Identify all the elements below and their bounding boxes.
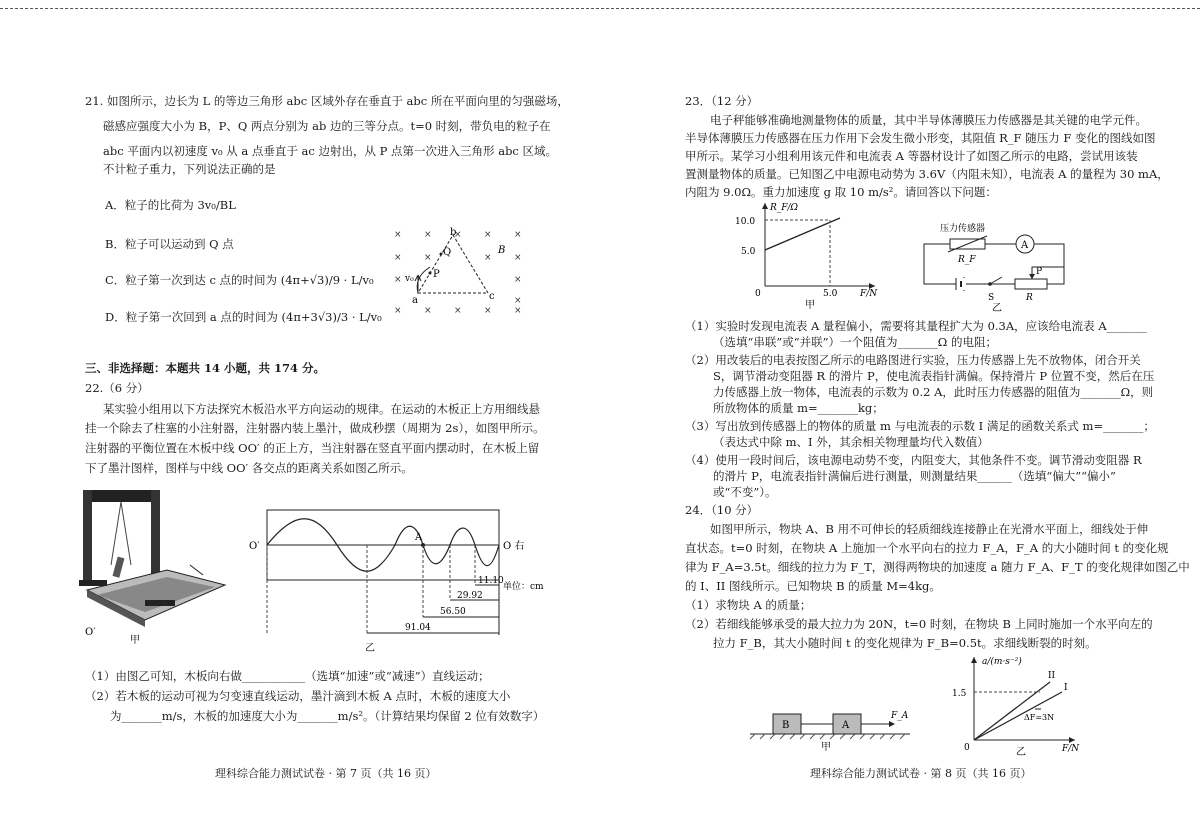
figure-caption-yi: 乙 xyxy=(365,643,375,654)
q24-blocks-figure xyxy=(745,698,915,753)
svg-text:×: × xyxy=(484,306,492,316)
a-axis-label: a/(m·s⁻²) xyxy=(982,657,1022,667)
q23-sub-4c: 或“不变”）。 xyxy=(713,485,777,499)
label-pressure-sensor: 压力传感器 xyxy=(940,224,986,234)
q24-line-3: 律为 F_A=3.5t。细线的拉力为 F_T，测得两物块的加速度 a 随力 F_A、F_T 的变化规律如图乙中 xyxy=(685,560,1190,574)
left-page xyxy=(85,0,569,831)
q23-sub-1a: （1）实验时发现电流表 A 量程偏小，需要将其量程扩大为 0.3A，应该给电流表 A_______ xyxy=(685,319,1147,333)
q24-acceleration-graph xyxy=(950,652,1090,757)
svg-text:×: × xyxy=(514,230,522,240)
label-ammeter-A: A xyxy=(1021,240,1029,251)
line-I-label: I xyxy=(1064,683,1068,693)
q22-line-1: 某实验小组用以下方法探究木板沿水平方向运动的规律。在运动的木板正上方用细线悬 xyxy=(103,402,540,416)
right-page-footer: 理科综合能力测试试卷 · 第 8 页（共 16 页） xyxy=(810,767,1032,780)
origin-label: 0 xyxy=(755,289,761,299)
q24-line-1: 如图甲所示，物块 A、B 用不可伸长的轻质细线连接静止在光滑水平面上，细线处于伸 xyxy=(710,522,1149,536)
section-3-heading: 三、非选择题：本题共 14 小题，共 174 分。 xyxy=(85,361,326,375)
q21-option-b: B．粒子可以运动到 Q 点 xyxy=(105,237,234,251)
q22-heading: 22.（6 分） xyxy=(85,381,149,395)
distance-2: 29.92 xyxy=(457,591,483,601)
block-B-label: B xyxy=(782,720,790,731)
x-axis-label: F/N xyxy=(860,289,878,299)
label-slider-P: P xyxy=(1036,267,1043,277)
q24-heading: 24．（10 分） xyxy=(685,503,759,517)
q23-sub-2d: 所放物体的质量 m=_______kg； xyxy=(713,401,884,415)
q23-rf-graph xyxy=(725,198,895,313)
y-tick-10: 10.0 xyxy=(735,217,756,227)
distance-1: 11.10 xyxy=(478,576,504,586)
svg-text:×: × xyxy=(424,253,432,263)
svg-text:×: × xyxy=(514,275,522,285)
figure-caption-jia: 甲 xyxy=(130,635,140,645)
label-P: P xyxy=(433,269,440,280)
label-a: a xyxy=(412,295,418,306)
q24-line-4: 的 I、II 图线所示。已知物块 B 的质量 M=4kg。 xyxy=(685,579,941,593)
svg-text:×: × xyxy=(394,253,402,263)
q23-sub-3b: （表达式中除 m、I 外，其余相关物理量均代入数值） xyxy=(713,435,989,449)
q23-sub-1b: （选填“串联”或“并联”）一个阻值为_______Ω 的电阻； xyxy=(713,335,997,349)
svg-text:×: × xyxy=(514,306,522,316)
svg-text:×: × xyxy=(514,253,522,263)
accel-caption-yi: 乙 xyxy=(1016,747,1026,757)
q23-heading: 23．（12 分） xyxy=(685,94,759,108)
svg-text:×: × xyxy=(454,306,462,316)
q23-sub-2c: 力传感器上放一物体，电流表的示数为 0.2 A，此时压力传感器的阻值为_______Ω，则 xyxy=(713,385,1154,399)
q23-line-5: 内阻为 9.0Ω。重力加速度 g 取 10 m/s²。请回答以下问题： xyxy=(685,185,997,199)
y-axis-label: R_F/Ω xyxy=(770,203,799,213)
q23-circuit-figure xyxy=(920,222,1080,312)
q21-option-c: C．粒子第一次到达 c 点的时间为 (4π+√3)/9 · L/v₀ xyxy=(105,273,374,287)
q23-sub-3a: （3）写出放到传感器上的物体的质量 m 与电流表的示数 I 满足的函数关系式 m=_______； xyxy=(685,419,1155,433)
svg-text:×: × xyxy=(484,253,492,263)
svg-text:×: × xyxy=(514,296,522,306)
label-O-prime: O′ xyxy=(85,627,96,638)
q21-line-3: abc 平面内以初速度 v₀ 从 a 点垂直于 ac 边射出，从 P 点第一次进入三角形 abc 区域。 xyxy=(103,144,558,158)
svg-text:×: × xyxy=(454,230,462,240)
svg-text:×: × xyxy=(424,306,432,316)
y-tick-5: 5.0 xyxy=(741,247,756,257)
unit-label: 单位：cm xyxy=(503,582,544,592)
right-page xyxy=(685,0,1190,831)
line-II-label: II xyxy=(1048,671,1056,681)
q21-option-d: D．粒子第一次回到 a 点的时间为 (4π+3√3)/3 · L/v₀ xyxy=(105,310,382,324)
graph-caption-jia: 甲 xyxy=(805,300,815,311)
q22-sub-2: （2）若木板的运动可视为匀变速直线运动，墨汁滴到木板 A 点时，木板的速度大小 xyxy=(85,689,511,703)
label-Q: Q xyxy=(443,247,452,258)
q23-line-3: 甲所示。某学习小组利用该元件和电流表 A 等器材设计了如图乙所示的电路，尝试用该装 xyxy=(685,149,1138,163)
label-rheostat-R: R xyxy=(1026,293,1033,303)
q22-line-2: 挂一个除去了柱塞的小注射器，注射器内装上墨汁，做成秒摆（周期为 2s），如图甲所示。 xyxy=(85,421,545,435)
q23-sub-4a: （4）使用一段时间后，该电源电动势不变，内阻变大，其他条件不变。调节滑动变阻器 R xyxy=(685,453,1142,467)
svg-text:×: × xyxy=(484,230,492,240)
a-tick-1-5: 1.5 xyxy=(952,689,967,699)
label-v0: v₀ xyxy=(405,274,414,284)
label-A: A xyxy=(415,532,423,543)
q24-sub-2b: 拉力 F_B，其大小随时间 t 的变化规律为 F_B=0.5t。求细线断裂的时刻。 xyxy=(713,636,1097,650)
q22-apparatus-figure xyxy=(75,485,245,645)
svg-text:×: × xyxy=(394,275,402,285)
force-FA-label: F_A xyxy=(891,711,909,721)
q24-line-2: 直状态。t=0 时刻，在物块 A 上施加一个水平向右的拉力 F_A，F_A 的大小随时间 t 的变化规 xyxy=(685,541,1169,555)
svg-text:×: × xyxy=(394,230,402,240)
delta-F-label: ΔF=3N xyxy=(1024,713,1055,722)
label-O-right: O 右 xyxy=(503,541,525,552)
x-tick-5: 5.0 xyxy=(823,289,838,299)
distance-4: 91.04 xyxy=(405,623,431,633)
label-c: c xyxy=(489,291,495,302)
left-page-footer: 理科综合能力测试试卷 · 第 7 页（共 16 页） xyxy=(215,767,437,780)
q22-sub-1: （1）由图乙可知，木板向右做___________（选填“加速”或“减速”）直线运动； xyxy=(85,669,490,683)
q22-line-4: 下了墨汁图样，图样与中线 OO′ 各交点的距离关系如图乙所示。 xyxy=(85,461,413,475)
circuit-caption-yi: 乙 xyxy=(992,303,1002,312)
q23-line-2: 半导体薄膜压力传感器在压力作用下会发生微小形变，其阻值 R_F 随压力 F 变化的图线如图 xyxy=(685,131,1156,145)
blocks-caption-jia: 甲 xyxy=(821,742,831,753)
svg-text:×: × xyxy=(394,306,402,316)
q21-triangle-figure xyxy=(390,225,540,320)
q23-line-4: 置测量物体的质量。已知图乙中电源电动势为 3.6V（内阻未知），电流表 A 的量程为 30 mA， xyxy=(685,167,1169,181)
distance-3: 56.50 xyxy=(440,607,466,617)
q23-line-1: 电子秤能够准确地测量物体的质量，其中半导体薄膜压力传感器是其关键的电学元件。 xyxy=(710,113,1147,127)
q24-sub-1: （1）求物块 A 的质量； xyxy=(685,598,812,612)
q22-sub-3: 为_______m/s，木板的加速度大小为_______m/s²。（计算结果均保留 2 位有效数字） xyxy=(110,709,545,723)
F-axis-label: F/N xyxy=(1062,744,1080,754)
svg-text:×: × xyxy=(424,230,432,240)
block-A-label: A xyxy=(842,720,850,731)
q21-line-2: 磁感应强度大小为 B，P、Q 两点分别为 ab 边的三等分点。t=0 时刻，带负电的粒子在 xyxy=(103,119,551,133)
q21-line-4: 不计粒子重力，下列说法正确的是 xyxy=(103,162,276,176)
label-RF: R_F xyxy=(958,255,976,265)
q22-line-3: 注射器的平衡位置在木板中线 OO′ 的正上方，当注射器在竖直平面内摆动时，在木板上留 xyxy=(85,441,540,455)
q24-sub-2a: （2）若细线能够承受的最大拉力为 20N，t=0 时刻，在物块 B 上同时施加一个水平向左的 xyxy=(685,617,1153,631)
q22-ink-pattern-figure xyxy=(245,505,545,655)
label-B: B xyxy=(498,245,506,256)
q21-line-1: 21. 如图所示，边长为 L 的等边三角形 abc 区域外存在垂直于 abc 所在平面向里的匀强磁场， xyxy=(85,94,569,108)
q23-sub-2b: S，调节滑动变阻器 R 的滑片 P，使电流表指针满偏。保持滑片 P 位置不变，然后在压 xyxy=(713,369,1155,383)
a-origin-label: 0 xyxy=(964,743,970,753)
label-switch-S: S xyxy=(988,293,995,303)
label-b: b xyxy=(450,227,457,238)
q21-option-a: A．粒子的比荷为 3v₀/BL xyxy=(105,198,236,212)
label-O-left: O′ xyxy=(249,541,260,552)
q23-sub-4b: 的滑片 P，电流表指针满偏后进行测量，则测量结果______（选填“偏大”“偏小” xyxy=(713,469,1116,483)
q23-sub-2a: （2）用改装后的电表按图乙所示的电路图进行实验，压力传感器上先不放物体，闭合开关 xyxy=(685,353,1141,367)
